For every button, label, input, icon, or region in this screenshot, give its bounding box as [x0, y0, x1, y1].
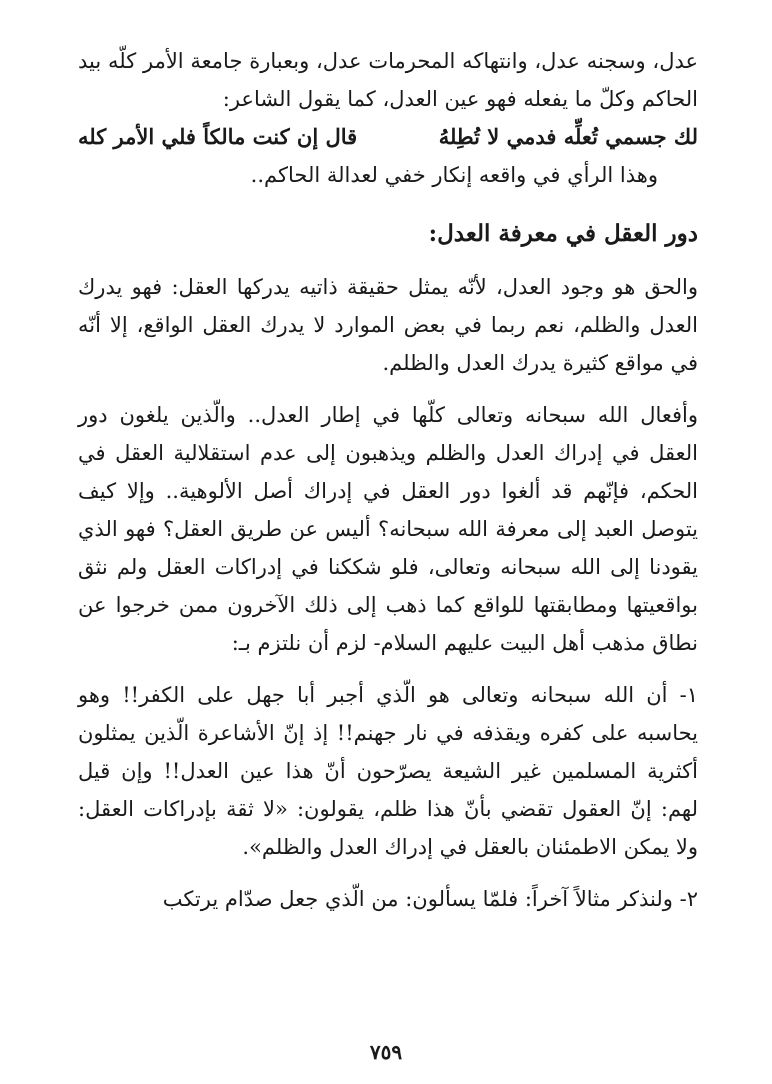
paragraph: ١- أن الله سبحانه وتعالى هو الّذي أجبر أبا جهل على الكفر!! وهو يحاسبه على كفره ويقذفه في نار جهنم!! إذ إنّ الأشاعرة الّذين يمثلون أكثرية المسلمين غير الشيعة يصرّحون أنّ هذا عين العدل!! وإن قيل لهم: إنّ العقول تقضي بأنّ هذا ظلم، يقولون: «لا ثقة بإدراكات العقل: ولا يمكن الاطمئنان بالعقل في إدراك العدل والظلم».: [78, 683, 698, 859]
page-number: ٧٥٩: [369, 1040, 403, 1064]
poem-first-hemistich: لك جسمي تُعلِّه فدمي لا تُطِلهُ: [438, 124, 698, 149]
poem-verse: [78, 118, 698, 156]
paragraph: وهذا الرأي في واقعه إنكار خفي لعدالة الحاكم..: [250, 163, 658, 187]
paragraph: ٢- ولنذكر مثالاً آخراً: فلمّا يسألون: من الّذي جعل صدّام يرتكب: [162, 887, 698, 911]
section-heading: دور العقل في معرفة العدل:: [428, 220, 698, 247]
paragraph: والحق هو وجود العدل، لأنّه يمثل حقيقة ذاتيه يدركها العقل: فهو يدرك العدل والظلم، نعم ربما في بعض الموارد لا يدرك العقل الواقع، إلا أنّه في مواقع كثيرة يدرك العدل والظلم.: [78, 275, 698, 375]
paragraph: وأفعال الله سبحانه وتعالى كلّها في إطار العدل.. والّذين يلغون دور العقل في إدراك العدل والظلم ويذهبون إلى عدم استقلالية العقل في الحكم، فإنّهم قد ألغوا دور العقل في إدراك أصل الألوهية.. وإلا كيف يتوصل العبد إلى معرفة الله سبحانه؟ أليس عن طريق العقل؟ فهو الذي يقودنا إلى الله سبحانه وتعالى، فلو شككنا في إدراكات العقل ولم نثق بواقعيتها ومطابقتها للواقع كما ذهب إلى ذلك الآخرون ممن خرجوا عن نطاق مذهب أهل البيت عليهم السلام- لزم أن نلتزم بـ:: [78, 403, 698, 655]
text-column: [78, 42, 698, 918]
poem-second-hemistich: قال إن كنت مالكاً فلي الأمر كله: [78, 124, 358, 149]
paragraph: عدل، وسجنه عدل، وانتهاكه المحرمات عدل، وبعبارة جامعة الأمر كلّه بيد الحاكم وكلّ ما يفعله فهو عين العدل، كما يقول الشاعر:: [78, 49, 698, 111]
